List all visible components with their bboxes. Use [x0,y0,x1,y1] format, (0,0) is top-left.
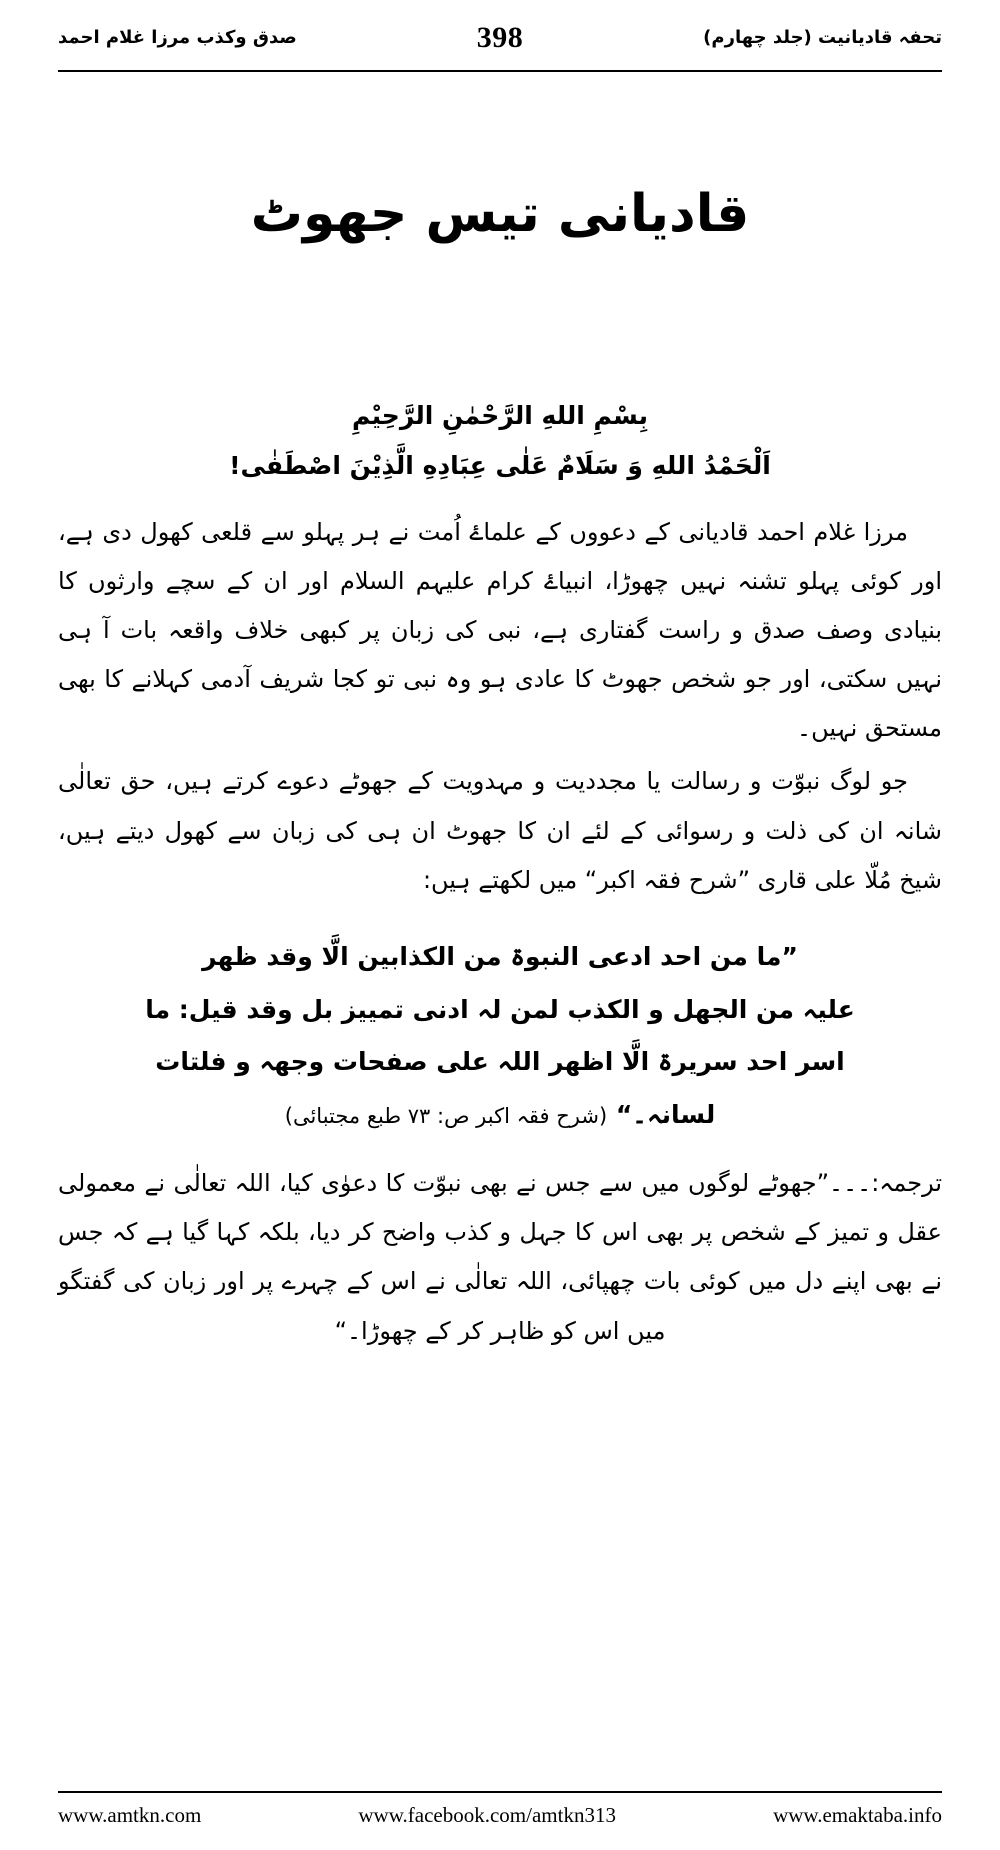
page-header [58,0,942,62]
page-title: قادیانی تیس جھوٹ [250,184,750,244]
translation-label: ترجمہ:۔۔۔ [829,1169,942,1197]
quote-line-2: علیہ من الجھل و الکذب لمن لہ ادنی تمییز بل وقد قیل: ما [145,994,855,1024]
paragraph-2: جو لوگ نبوّت و رسالت یا مجددیت و مہدویت کے جھوٹے دعوے کرتے ہیں، حق تعالٰی شانہ ان کی ذلت و رسوائی کے لئے ان کا جھوٹ ان ہی کی زبان سے کھول دیتے ہیں، شیخ مُلّا علی قاری ”شرح فقہ اکبر“ میں لکھتے ہیں: [58,767,942,894]
footer-link-website[interactable]: www.amtkn.com [58,1803,202,1827]
page-number: 398 [476,21,524,54]
quote-line-1: ”ما من احد ادعی النبوۃ من الکذابین الَّا وقد ظھر [202,942,798,971]
quote-line-3: اسر احد سریرۃ الَّا اظھر اللہ علی صفحات وجھہ و فلتات [155,1047,845,1076]
footer-link-emaktaba[interactable]: www.emaktaba.info [773,1803,942,1827]
header-right-title: تحفہ قادیانیت (جلد چهارم) [703,26,942,48]
basmala-line: بِسْمِ اللهِ الرَّحْمٰنِ الرَّحِيْمِ [352,401,648,430]
paragraph-1: مرزا غلام احمد قادیانی کے دعووں کے علماۓ اُمت نے ہر پہلو سے قلعی کھول دی ہے، اور کوئی پہلو تشنہ نہیں چھوڑا، انبیاۓ کرام علیہم السلام اور ان کے سچے وارثوں کا بنیادی وصف صدق و راست گفتاری ہے، نبی کی زبان پر کبھی خلاف واقعہ بات آ ہی نہیں سکتی، اور جو شخص جھوٹ کا عادی ہو وہ نبی تو کجا شریف آدمی کہلانے کا بھی مستحق نہیں۔ [58,517,942,743]
quote-line-4 [58,1089,942,1142]
body-text [58,508,942,906]
hamdala-line: اَلْحَمْدُ اللهِ وَ سَلَامٌ عَلٰى عِبَادِهِ الَّذِيْنَ اصْطَفٰى! [229,450,771,480]
footer-links [58,1803,942,1828]
translation-text: ”جھوٹے لوگوں میں سے جس نے بھی نبوّت کا دعوٰی کیا، اللہ تعالٰی نے معمولی عقل و تمیز کے شخص پر بھی اس کا جہل و کذب واضح کر دیا، بلکہ کہا گیا ہے کہ جس نے بھی اپنے دل میں کوئی بات چھپائی، اللہ تعالٰی نے اس کے چہرے پر اور زبان کی گفتگو میں اس کو ظاہر کر کے چھوڑا۔“ [58,1169,942,1345]
translation-paragraph [58,1159,942,1356]
quote-line-4-text: لسانہ۔“ [615,1099,716,1129]
invocation-block [58,394,942,488]
page-footer [58,1791,942,1828]
quote-reference: (شرح فقہ اکبر ص: ۷۳ طبع مجتبائی) [284,1103,608,1128]
header-left-title: صدق وکذب مرزا غلام احمد [58,26,297,48]
header-divider [58,70,942,72]
arabic-quotation [58,931,942,1141]
translation-block [58,1159,942,1356]
footer-divider [58,1791,942,1793]
footer-link-facebook[interactable]: www.facebook.com/amtkn313 [358,1803,616,1827]
